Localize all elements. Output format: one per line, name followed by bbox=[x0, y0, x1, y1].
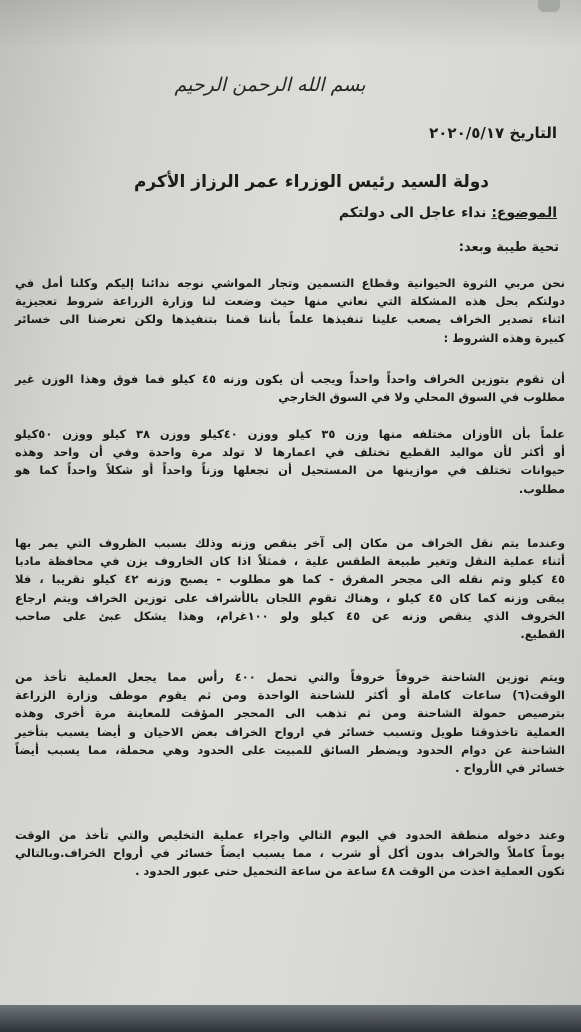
paragraph-line: يبقى وزنه كما كان ٤٥ كيلو ، وهناك تقوم اللجان بالأشراف على توزين الخراف ويتم ارجاع bbox=[15, 590, 565, 605]
paragraph-line: خسائر في الأرواح . bbox=[455, 761, 565, 776]
paragraph-line: حيوانات تختلف في موازينها من المستحيل أن تجعلها وزناً واحداً أو شكلاً واحداً كما هو bbox=[15, 463, 565, 478]
background-surface bbox=[0, 1005, 581, 1032]
paragraph-line: علماً بأن الأوزان مختلفه منها وزن ٣٥ كيلو ووزن ٤٠كيلو ووزن ٣٨ كيلو ووزن ٥٠كيلو bbox=[15, 427, 566, 441]
paragraph-4 bbox=[15, 534, 565, 643]
subject-label: الموضوع: bbox=[491, 205, 557, 221]
paragraph-line: أن تقوم بتوزين الخراف واحداً واحداً ويجب أن يكون وزنه ٤٥ كيلو فما فوق وهذا الوزن غير bbox=[15, 372, 565, 386]
paragraph-line: الوقت(٦) ساعات كاملة أو أكثر للشاحنة الواحدة ومن ثم يقوم موظف وزارة الزراعة bbox=[15, 688, 565, 703]
paragraph-line: القطيع. bbox=[520, 627, 565, 642]
paragraph-line: ٤٥ كيلو وتم نقله الى مجحر المفرق - كما هو مطلوب - يصبح وزنه ٤٢ كيلو تقريبا ، فلا bbox=[15, 572, 566, 587]
paper-shadow bbox=[0, 0, 581, 50]
letter-date: التاريخ ٢٠٢٠/٥/١٧ bbox=[429, 124, 557, 142]
letter-greeting: تحية طيبة وبعد: bbox=[458, 240, 559, 255]
paper-clip bbox=[538, 0, 560, 12]
paragraph-line: أو أكثر لأن مواليد القطيع تختلف في اعمارها لا تولد مرة واحدة وفي أن واحد وهذه bbox=[15, 445, 565, 460]
paragraph-line: بترصيص حمولة الشاحنة ومن ثم تذهب الى المحجر المؤقت للمعاينة مرة أخرى وهذه bbox=[15, 706, 565, 721]
paragraph-line: اثناء تصدير الخراف يصعب علينا تنفيذها علماً بأننا قمنا بتنفيذها ولكن تعرضنا الى خسائر bbox=[15, 312, 565, 327]
paragraph-6 bbox=[15, 826, 565, 881]
paragraph-line: يوماً كاملاً والخراف بدون أكل أو شرب ، مما يسبب ايضاً خسائر في أرواح الخراف.وبالتالي bbox=[15, 846, 565, 861]
paragraph-line: نحن مربي الثروة الحيوانية وقطاع التسمين وتجار المواشي نوجه ندائنا إليكم وكلنا أمل في bbox=[15, 276, 565, 290]
paragraph-5 bbox=[15, 668, 565, 777]
letter-addressee: دولة السيد رئيس الوزراء عمر الرزاز الأكرم bbox=[133, 172, 489, 192]
paragraph-line: الخروف الذي ينقص وزنه عن ٤٥ كيلو ولو ١٠٠غرام، وهذا يشكل عبئ على صاحب bbox=[15, 608, 565, 623]
paragraph-line: وعندما يتم نقل الخراف من مكان إلى آخر ينقص وزنه وذلك بسبب الظروف التي يمر بها bbox=[15, 536, 565, 550]
paragraph-line: مطلوب في السوق المحلي ولا في السوق الخارجي bbox=[278, 390, 565, 405]
paragraph-line: ويتم توزين الشاحنة خروفاً خروفاً والتي تحمل ٤٠٠ رأس مما يجعل العملية تأخذ من bbox=[15, 670, 566, 684]
letter-subject bbox=[339, 205, 557, 221]
paragraph-line: أثناء عملية النقل وتغير طبيعة الطقس علية ، فمثلاً اذا كان الخاروف يزن في محافظة مادبا bbox=[15, 554, 565, 569]
paragraph-2 bbox=[15, 370, 565, 406]
paragraph-line: تكون العملية اخذت من الوقت ٤٨ ساعة من ساعة التحميل حتى عبور الحدود . bbox=[135, 864, 565, 879]
paragraph-line: الشاحنة عن دوام الحدود ويضطر السائق للمبيت على الحدود وهي محملة، مما يسبب أيضاً bbox=[15, 742, 565, 757]
paragraph-line: كبيرة وهذه الشروط : bbox=[443, 330, 565, 345]
subject-text: نداء عاجل الى دولتكم bbox=[338, 205, 492, 221]
paragraph-line: وعند دخوله منطقة الحدود في اليوم التالي واجراء عملية التخليص والتي تأخذ من الوقت bbox=[15, 828, 565, 842]
paragraph-1 bbox=[15, 274, 565, 347]
basmala-heading: بسم الله الرحمن الرحيم bbox=[174, 74, 366, 96]
paragraph-3 bbox=[15, 425, 565, 498]
paragraph-line: مطلوب. bbox=[518, 481, 565, 496]
paragraph-line: العملية تاخذوقتا طويل وتسبب خسائر في ارواح الخراف بعض الاحيان و أيضا يسبب بتأخير bbox=[15, 724, 565, 739]
paragraph-line: دولتكم بحل هذه المشكلة التي نعاني منها حيث وضعت لنا وزارة الزراعة شروط تعجيزية bbox=[15, 294, 565, 309]
